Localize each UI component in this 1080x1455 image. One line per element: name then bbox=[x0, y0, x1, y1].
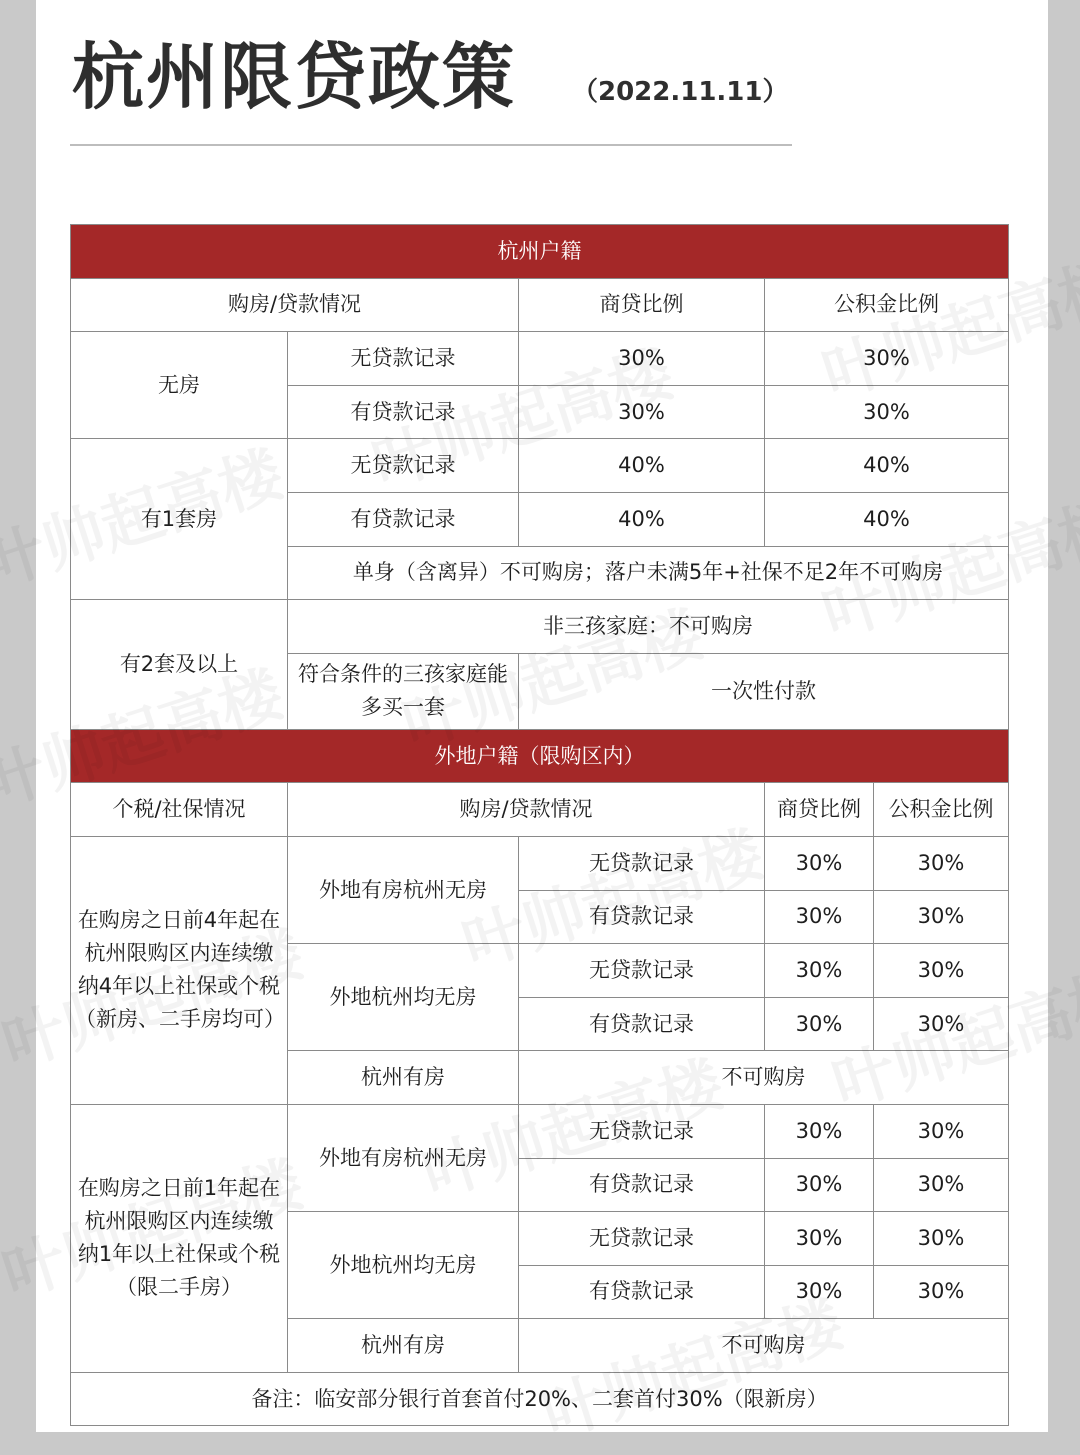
table-cell: 无贷款记录 bbox=[519, 944, 765, 998]
table-cell: 无贷款记录 bbox=[519, 1212, 765, 1266]
table-cell: 有贷款记录 bbox=[288, 385, 519, 439]
column-header: 个税/社保情况 bbox=[71, 783, 288, 837]
row-label: 有1套房 bbox=[71, 439, 288, 600]
table-cell: 有贷款记录 bbox=[519, 1265, 765, 1319]
table-cell: 30% bbox=[874, 1104, 1009, 1158]
table-row bbox=[71, 1104, 1009, 1158]
table-cell: 40% bbox=[765, 492, 1009, 546]
subgroup-label: 外地有房杭州无房 bbox=[288, 836, 519, 943]
table-cell: 30% bbox=[765, 1158, 874, 1212]
table-cell: 30% bbox=[765, 1212, 874, 1266]
table-cell: 40% bbox=[519, 439, 765, 493]
table-cell: 30% bbox=[765, 385, 1009, 439]
table-cell: 30% bbox=[765, 1265, 874, 1319]
table-header-row bbox=[71, 783, 1009, 837]
column-header: 公积金比例 bbox=[874, 783, 1009, 837]
title-block bbox=[72, 22, 812, 132]
table-row bbox=[71, 439, 1009, 493]
table-cell: 30% bbox=[874, 1158, 1009, 1212]
table-cell: 30% bbox=[874, 997, 1009, 1051]
subgroup-label: 外地杭州均无房 bbox=[288, 944, 519, 1051]
table-cell: 无贷款记录 bbox=[288, 439, 519, 493]
document-page bbox=[36, 0, 1048, 1432]
table-cell: 30% bbox=[519, 332, 765, 386]
table-row bbox=[71, 600, 1009, 654]
table-cell: 有贷款记录 bbox=[519, 997, 765, 1051]
table-cell: 30% bbox=[765, 836, 874, 890]
column-header: 商贷比例 bbox=[519, 278, 765, 332]
table-row bbox=[71, 332, 1009, 386]
page-date: （2022.11.11） bbox=[572, 77, 789, 107]
condition-cell: 在购房之日前4年起在杭州限购区内连续缴纳4年以上社保或个税（新房、二手房均可） bbox=[71, 836, 288, 1104]
table-cell: 有贷款记录 bbox=[519, 890, 765, 944]
table-cell: 30% bbox=[874, 836, 1009, 890]
table-cell: 不可购房 bbox=[519, 1319, 1009, 1373]
table-cell: 30% bbox=[765, 890, 874, 944]
subgroup-label: 杭州有房 bbox=[288, 1319, 519, 1373]
subgroup-label: 外地有房杭州无房 bbox=[288, 1104, 519, 1211]
column-header: 购房/贷款情况 bbox=[288, 783, 765, 837]
table-cell: 无贷款记录 bbox=[288, 332, 519, 386]
table-cell: 非三孩家庭：不可购房 bbox=[288, 600, 1009, 654]
table-cell: 40% bbox=[519, 492, 765, 546]
table-cell: 有贷款记录 bbox=[519, 1158, 765, 1212]
table-cell: 一次性付款 bbox=[519, 653, 1009, 729]
table-cell: 30% bbox=[874, 890, 1009, 944]
table-cell: 30% bbox=[874, 944, 1009, 998]
table-cell: 无贷款记录 bbox=[519, 1104, 765, 1158]
table-cell: 30% bbox=[519, 385, 765, 439]
column-header: 商贷比例 bbox=[765, 783, 874, 837]
column-header: 公积金比例 bbox=[765, 278, 1009, 332]
table-cell: 有贷款记录 bbox=[288, 492, 519, 546]
footnote: 备注：临安部分银行首套首付20%、二套首付30%（限新房） bbox=[71, 1372, 1009, 1426]
table-cell: 40% bbox=[765, 439, 1009, 493]
table-cell: 30% bbox=[874, 1212, 1009, 1266]
table-cell: 无贷款记录 bbox=[519, 836, 765, 890]
column-header: 购房/贷款情况 bbox=[71, 278, 519, 332]
condition-cell: 在购房之日前1年起在杭州限购区内连续缴纳1年以上社保或个税（限二手房） bbox=[71, 1104, 288, 1372]
table-cell: 30% bbox=[874, 1265, 1009, 1319]
row-label: 无房 bbox=[71, 332, 288, 439]
table-row bbox=[71, 1372, 1009, 1426]
table-cell: 30% bbox=[765, 1104, 874, 1158]
table-cell: 符合条件的三孩家庭能多买一套 bbox=[288, 653, 519, 729]
restriction-cell: 单身（含离异）不可购房；落户未满5年+社保不足2年不可购房 bbox=[288, 546, 1009, 600]
table-cell: 30% bbox=[765, 997, 874, 1051]
table-cell: 30% bbox=[765, 944, 874, 998]
table-row bbox=[71, 225, 1009, 279]
loan-policy-table bbox=[70, 224, 1009, 1426]
subgroup-label: 杭州有房 bbox=[288, 1051, 519, 1105]
title-divider bbox=[70, 144, 792, 146]
subgroup-label: 外地杭州均无房 bbox=[288, 1212, 519, 1319]
table-cell: 30% bbox=[765, 332, 1009, 386]
table-row bbox=[71, 729, 1009, 783]
row-label: 有2套及以上 bbox=[71, 600, 288, 730]
section-band-hangzhou: 杭州户籍 bbox=[71, 225, 1009, 279]
page-title: 杭州限贷政策 bbox=[72, 35, 517, 119]
table-header-row bbox=[71, 278, 1009, 332]
table-row bbox=[71, 836, 1009, 890]
section-band-nonlocal: 外地户籍（限购区内） bbox=[71, 729, 1009, 783]
table-cell: 不可购房 bbox=[519, 1051, 1009, 1105]
